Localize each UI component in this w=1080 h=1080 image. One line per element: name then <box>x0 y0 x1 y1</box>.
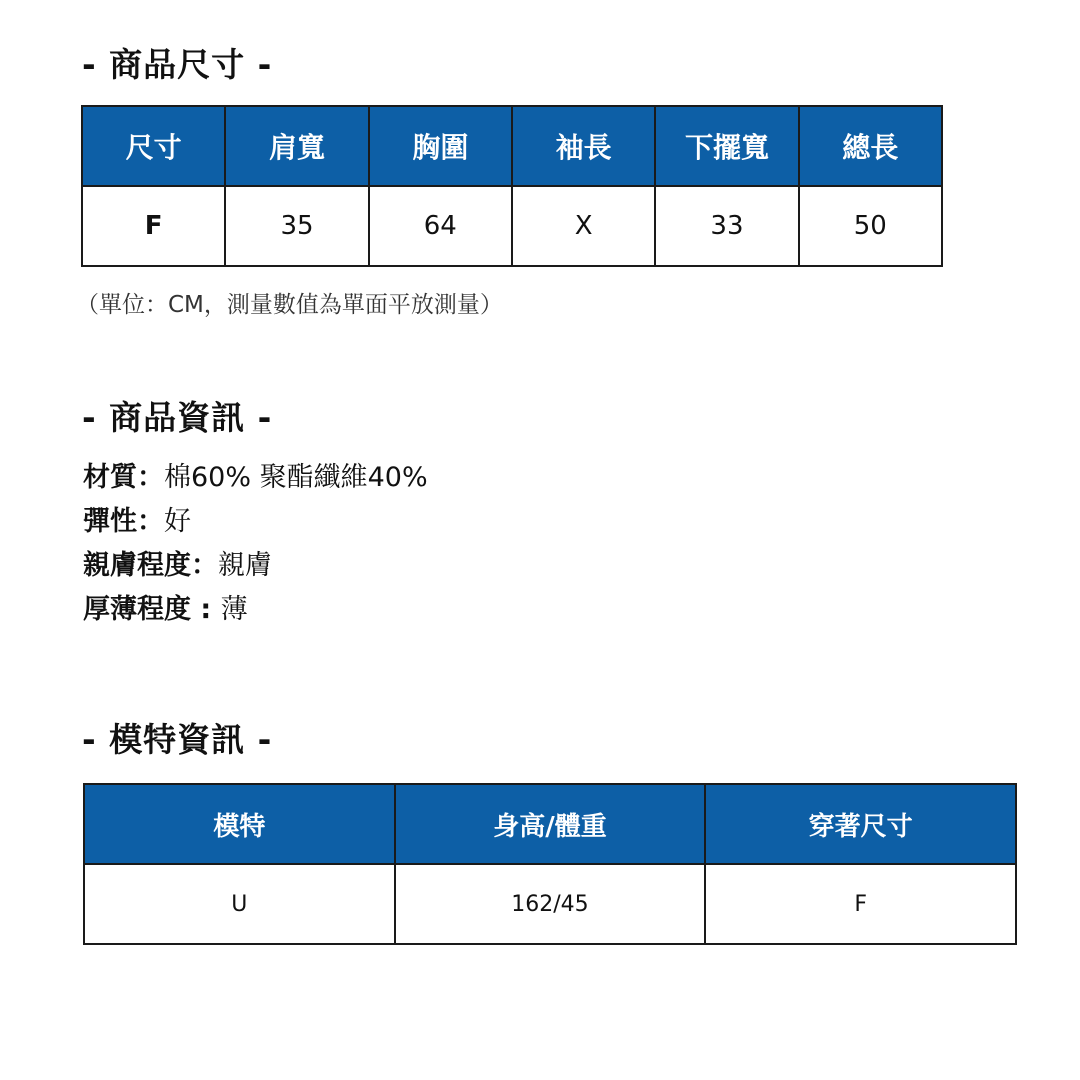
size-value-sleeve: X <box>512 186 655 266</box>
model-header-height-weight: 身高/體重 <box>395 784 706 864</box>
measurement-note: （單位：CM，測量數值為單面平放測量） <box>76 292 503 318</box>
size-header-chest: 胸圍 <box>369 106 512 186</box>
spec-value: 棉60% 聚酯纖維40% <box>164 462 428 493</box>
spec-value: 好 <box>164 506 191 537</box>
model-section-title: - 模特資訊 - <box>82 720 273 759</box>
size-header-length: 總長 <box>799 106 942 186</box>
size-table <box>81 105 943 267</box>
info-section-title: - 商品資訊 - <box>82 398 273 437</box>
size-table-row <box>82 186 942 266</box>
model-header-worn-size: 穿著尺寸 <box>705 784 1016 864</box>
spec-key: 親膚程度： <box>83 550 218 581</box>
spec-value: 親膚 <box>218 550 272 581</box>
size-header-size: 尺寸 <box>82 106 225 186</box>
size-value-size: F <box>82 186 225 266</box>
model-table <box>83 783 1017 945</box>
spec-key: 厚薄程度 : <box>83 594 221 625</box>
model-table-header-row <box>84 784 1016 864</box>
model-header-model: 模特 <box>84 784 395 864</box>
size-section-title: - 商品尺寸 - <box>82 45 273 84</box>
spec-key: 材質： <box>83 462 164 493</box>
spec-key: 彈性： <box>83 506 164 537</box>
size-header-hem: 下擺寬 <box>655 106 798 186</box>
spec-material <box>83 461 428 495</box>
size-value-length: 50 <box>799 186 942 266</box>
spec-elasticity <box>83 505 191 539</box>
model-value-height-weight: 162/45 <box>395 864 706 944</box>
spec-skin-friendliness <box>83 549 272 583</box>
model-value-model: U <box>84 864 395 944</box>
size-table-header-row <box>82 106 942 186</box>
spec-thickness <box>83 593 248 627</box>
model-table-row <box>84 864 1016 944</box>
model-value-worn-size: F <box>705 864 1016 944</box>
size-value-shoulder: 35 <box>225 186 368 266</box>
size-value-hem: 33 <box>655 186 798 266</box>
spec-value: 薄 <box>220 594 248 625</box>
size-header-shoulder: 肩寬 <box>225 106 368 186</box>
size-header-sleeve: 袖長 <box>512 106 655 186</box>
size-value-chest: 64 <box>369 186 512 266</box>
